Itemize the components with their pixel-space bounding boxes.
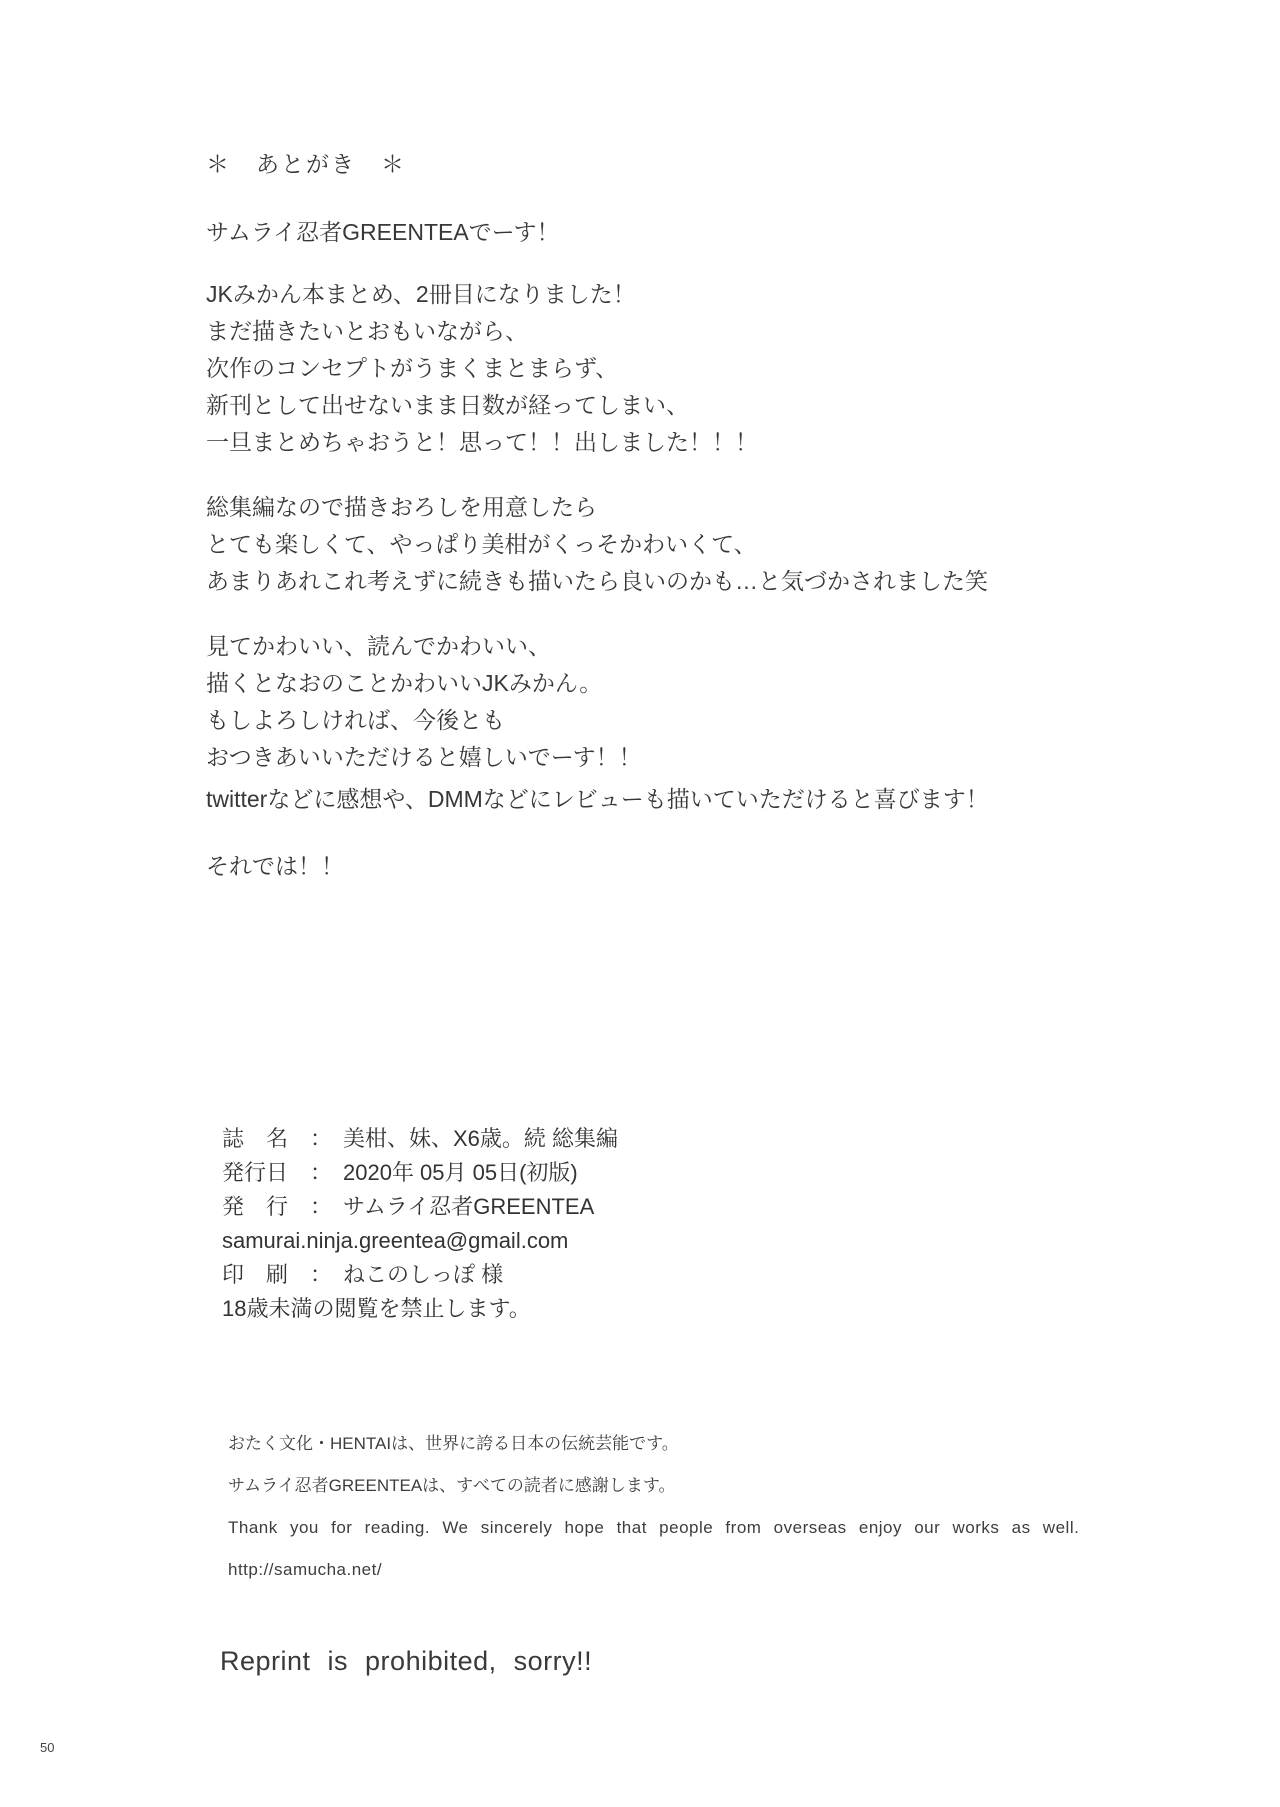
afterword-paragraph [206, 276, 758, 461]
afterword-greeting: サムライ忍者GREENTEAでーす！ [206, 219, 560, 245]
afterword-line: 次作のコンセプトがうまくまとまらず、 [206, 355, 619, 381]
afterword-title: ＊ あとがき ＊ [206, 151, 406, 177]
page-number: 50 [40, 1740, 55, 1755]
footer-note-line: おたく文化・HENTAIは、世界に誇る日本の伝統芸能です。 [228, 1434, 679, 1453]
colophon-date-line: 発行日 ： 2020年 05月 05日(初版) [222, 1160, 578, 1185]
colophon-age-notice-line: 18歳未満の閲覧を禁止します。 [222, 1296, 531, 1321]
afterword-paragraph [206, 781, 989, 818]
colophon-title-line: 誌 名 ： 美柑、妹、X6歳。続 総集編 [222, 1126, 619, 1151]
footer-note-line-english: Thank you for reading. We sincerely hope that people from overseas enjoy our works as well. [228, 1518, 1080, 1537]
afterword-paragraph [206, 489, 988, 600]
colophon-publisher-line: 発 行 ： サムライ忍者GREENTEA [222, 1194, 595, 1219]
afterword-line: twitterなどに感想や、DMMなどにレビューも描いていただけると喜びます！ [206, 786, 989, 812]
afterword-line: JKみかん本まとめ、2冊目になりました！ [206, 281, 636, 307]
afterword-line: それでは！！ [206, 853, 344, 879]
afterword-line: あまりあれこれ考えずに続きも描いたら良いのかも…と気づかされました笑 [206, 568, 988, 594]
afterword-paragraph [206, 848, 344, 885]
afterword-line: 総集編なので描きおろしを用意したら [206, 494, 597, 520]
colophon-block [222, 1122, 618, 1326]
afterword-paragraph [206, 628, 642, 776]
afterword-line: もしよろしければ、今後とも [206, 707, 505, 733]
footer-note-line: サムライ忍者GREENTEAは、すべての読者に感謝します。 [228, 1476, 676, 1495]
afterword-line: まだ描きたいとおもいながら、 [206, 318, 528, 344]
afterword-line: 新刊として出せないまま日数が経ってしまい、 [206, 392, 689, 418]
footer-note-block [228, 1423, 1079, 1591]
afterword-line: 一旦まとめちゃおうと！思って！！出しました！！！ [206, 429, 758, 455]
afterword-line: 描くとなおのことかわいいJKみかん。 [206, 670, 603, 696]
afterword-line: とても楽しくて、やっぱり美柑がくっそかわいくて、 [206, 531, 757, 557]
afterword-line: おつきあいいただけると嬉しいでーす！！ [206, 744, 642, 770]
reprint-notice: Reprint is prohibited, sorry!! [220, 1646, 593, 1676]
footer-note-url: http://samucha.net/ [228, 1560, 383, 1579]
afterword-line: 見てかわいい、読んでかわいい、 [206, 633, 551, 659]
colophon-printer-line: 印 刷 ： ねこのしっぽ 様 [222, 1262, 504, 1287]
colophon-email-line: samurai.ninja.greentea@gmail.com [222, 1228, 569, 1253]
